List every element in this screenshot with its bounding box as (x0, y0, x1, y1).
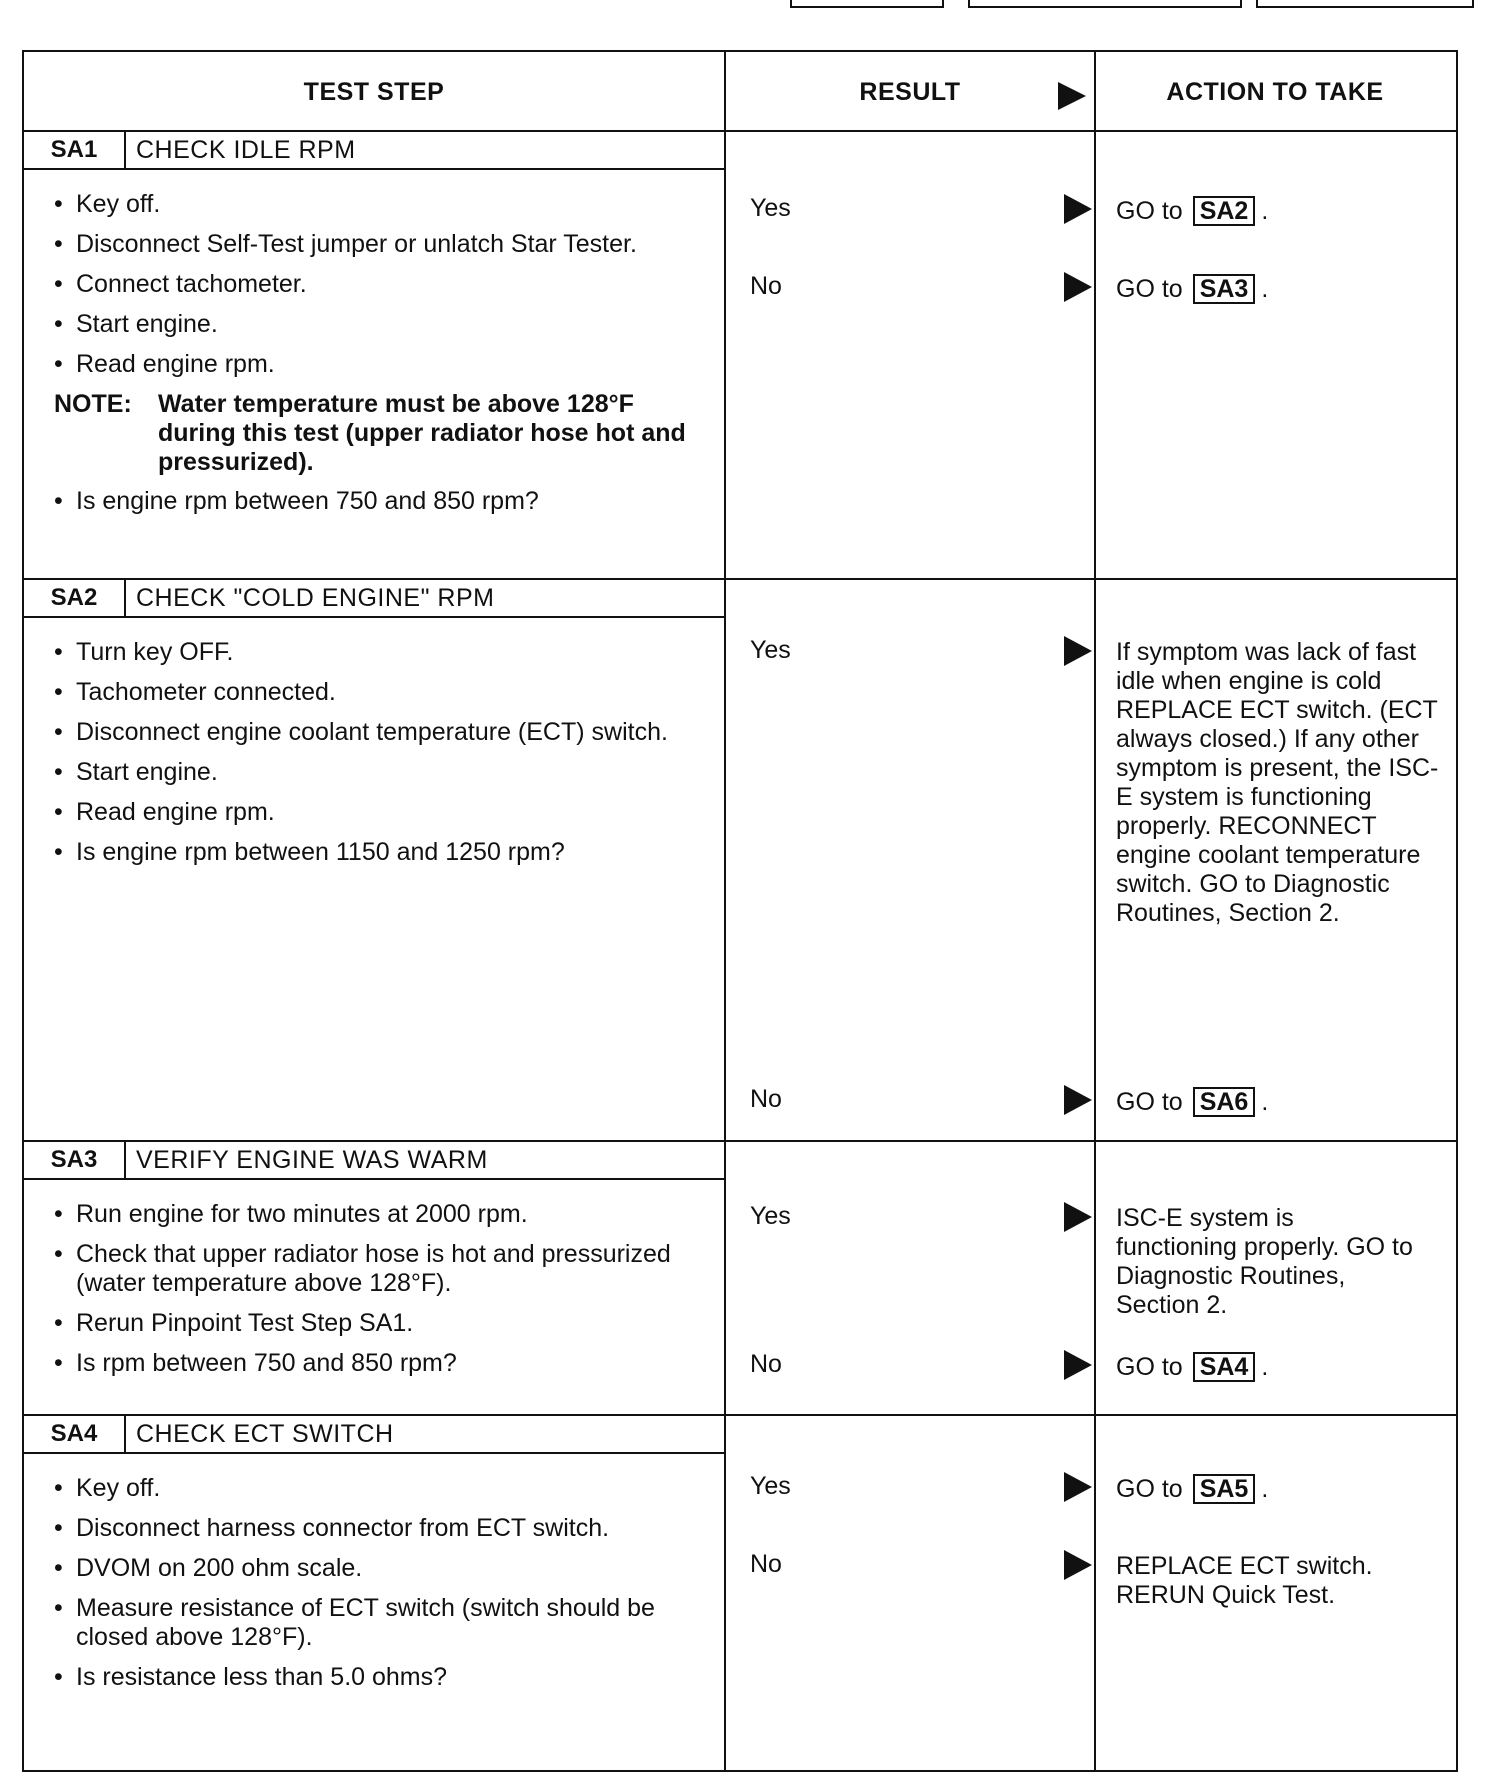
top-box-1 (790, 0, 944, 8)
goto-target-sa5[interactable]: SA5 (1193, 1474, 1256, 1504)
step-list (54, 1200, 714, 1389)
action-no (1116, 274, 1446, 304)
period: . (1261, 1352, 1269, 1381)
step-id: SA4 (24, 1416, 126, 1452)
arrow-icon (1064, 1085, 1092, 1115)
step-item: • Is engine rpm between 1150 and 1250 rpm? (54, 838, 714, 867)
step-item: • Check that upper radiator hose is hot and pressurized (water temperature above 128°F). (54, 1240, 714, 1298)
step-item: • Is rpm between 750 and 850 rpm? (54, 1349, 714, 1378)
action-yes (1116, 196, 1446, 226)
top-box-3 (1256, 0, 1474, 8)
note-text: Water temperature must be above 128°F during this test (upper radiator hose hot and pressurized). (158, 390, 686, 476)
goto-text: GO to (1116, 274, 1183, 303)
step-item: • Disconnect Self-Test jumper or unlatch Star Tester. (54, 230, 714, 259)
note (54, 390, 714, 477)
section-sa4 (24, 1416, 1456, 1770)
period: . (1261, 1087, 1269, 1116)
step-id: SA3 (24, 1142, 126, 1178)
period: . (1261, 274, 1269, 303)
arrow-icon (1064, 1550, 1092, 1580)
step-item: • Is resistance less than 5.0 ohms? (54, 1663, 714, 1692)
step-title: CHECK IDLE RPM (136, 135, 356, 164)
step-item: • Read engine rpm. (54, 798, 714, 827)
result-yes: Yes (750, 1202, 791, 1230)
arrow-icon (1064, 1472, 1092, 1502)
period: . (1261, 196, 1269, 225)
section-title (24, 1142, 724, 1180)
header-test-step: TEST STEP (303, 77, 445, 106)
result-no: No (750, 1350, 782, 1378)
step-item: • Start engine. (54, 758, 714, 787)
step-id: SA2 (24, 580, 126, 616)
step-item: • Connect tachometer. (54, 270, 714, 299)
goto-text: GO to (1116, 1474, 1183, 1503)
result-no: No (750, 1085, 782, 1113)
arrow-icon (1064, 636, 1092, 666)
section-sa1 (24, 132, 1456, 578)
section-title (24, 580, 724, 618)
header-arrow-icon (1058, 82, 1086, 110)
action-yes: If symptom was lack of fast idle when engine is cold REPLACE ECT switch. (ECT always closed.) If any other symptom is present, the ISC-E system is functioning properly. RECONNECT engine coolant temperature switch. GO to Diagnostic Routines, Section 2. (1116, 638, 1439, 927)
step-item: • Start engine. (54, 310, 714, 339)
arrow-icon (1064, 1202, 1092, 1232)
table-header (24, 52, 1456, 132)
result-no: No (750, 1550, 782, 1578)
result-yes: Yes (750, 1472, 791, 1500)
result-yes: Yes (750, 636, 791, 664)
header-action: ACTION TO TAKE (1166, 77, 1384, 106)
action-yes (1116, 1474, 1446, 1504)
step-item: • DVOM on 200 ohm scale. (54, 1554, 714, 1583)
step-item: • Key off. (54, 1474, 714, 1503)
step-item: • Tachometer connected. (54, 678, 714, 707)
period: . (1261, 1474, 1269, 1503)
goto-text: GO to (1116, 1352, 1183, 1381)
arrow-icon (1064, 194, 1092, 224)
arrow-icon (1064, 1350, 1092, 1380)
result-yes: Yes (750, 194, 791, 222)
goto-text: GO to (1116, 196, 1183, 225)
step-list (54, 1474, 714, 1703)
result-no: No (750, 272, 782, 300)
goto-target-sa6[interactable]: SA6 (1193, 1087, 1256, 1117)
action-no (1116, 1352, 1446, 1382)
note-label: NOTE: (54, 390, 132, 418)
step-item: • Turn key OFF. (54, 638, 714, 667)
goto-target-sa2[interactable]: SA2 (1193, 196, 1256, 226)
header-result: RESULT (859, 77, 961, 106)
step-item: • Measure resistance of ECT switch (switch should be closed above 128°F). (54, 1594, 714, 1652)
step-item: • Is engine rpm between 750 and 850 rpm? (54, 487, 714, 516)
section-title (24, 132, 724, 170)
goto-target-sa4[interactable]: SA4 (1193, 1352, 1256, 1382)
diagnostic-table (22, 50, 1458, 1772)
step-item: • Key off. (54, 190, 714, 219)
step-list (54, 190, 714, 527)
step-item: • Disconnect harness connector from ECT switch. (54, 1514, 714, 1543)
step-item: • Run engine for two minutes at 2000 rpm. (54, 1200, 714, 1229)
step-item: • Read engine rpm. (54, 350, 714, 379)
step-list (54, 638, 714, 878)
section-sa3 (24, 1142, 1456, 1414)
section-title (24, 1416, 724, 1454)
step-item: • Disconnect engine coolant temperature (ECT) switch. (54, 718, 714, 747)
section-sa2 (24, 580, 1456, 1140)
goto-text: GO to (1116, 1087, 1183, 1116)
step-title: CHECK "COLD ENGINE" RPM (136, 583, 495, 612)
action-yes: ISC-E system is functioning properly. GO to Diagnostic Routines, Section 2. (1116, 1204, 1413, 1319)
action-no: REPLACE ECT switch. RERUN Quick Test. (1116, 1552, 1373, 1609)
goto-target-sa3[interactable]: SA3 (1193, 274, 1256, 304)
arrow-icon (1064, 272, 1092, 302)
step-id: SA1 (24, 132, 126, 168)
step-title: CHECK ECT SWITCH (136, 1419, 394, 1448)
top-box-2 (968, 0, 1242, 8)
step-item: • Rerun Pinpoint Test Step SA1. (54, 1309, 714, 1338)
action-no (1116, 1087, 1446, 1117)
step-title: VERIFY ENGINE WAS WARM (136, 1145, 488, 1174)
